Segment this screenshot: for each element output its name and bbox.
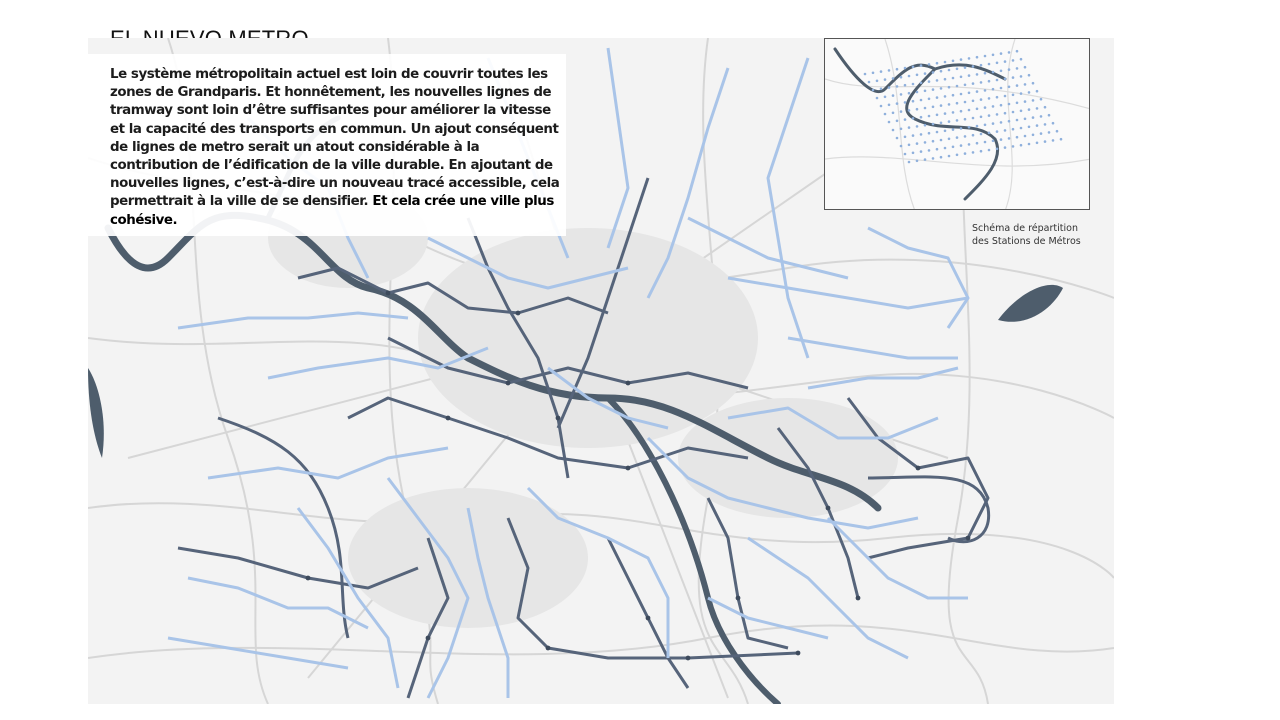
inset-station-dot — [1004, 78, 1007, 81]
inset-station-dot — [900, 76, 903, 79]
inset-station-dot — [1032, 116, 1035, 119]
inset-station-dot — [964, 135, 967, 138]
inset-station-dot — [980, 98, 983, 101]
inset-station-dot — [908, 92, 911, 95]
inset-station-dot — [904, 84, 907, 87]
inset-station-dot — [888, 121, 891, 124]
inset-station-dot — [920, 64, 923, 67]
inset-caption-line2: des Stations de Métros — [972, 236, 1081, 247]
inset-station-dot — [1000, 104, 1003, 107]
inset-station-dot — [904, 136, 907, 139]
inset-station-dot — [952, 94, 955, 97]
inset-station-dot — [896, 137, 899, 140]
inset-station-dot — [932, 123, 935, 126]
inset-station-dot — [888, 86, 891, 89]
inset-station-dot — [916, 160, 919, 163]
inset-station-dot — [896, 85, 899, 88]
inset-station-dot — [876, 80, 879, 83]
inset-station-dot — [980, 64, 983, 67]
inset-caption — [972, 222, 1102, 248]
inset-station-dot — [1044, 123, 1047, 126]
inset-station-dot — [1028, 74, 1031, 77]
inset-station-dot — [932, 106, 935, 109]
inset-station-dot — [928, 98, 931, 101]
inset-station-dot — [1000, 52, 1003, 55]
inset-station-dot — [948, 138, 951, 141]
inset-station-dot — [972, 82, 975, 85]
inset-station-dot — [896, 120, 899, 123]
inset-station-dot — [892, 94, 895, 97]
inset-station-dot — [1016, 84, 1019, 87]
inset-station-dot — [944, 147, 947, 150]
inset-station-dot — [972, 134, 975, 137]
inset-station-grid — [864, 50, 1063, 163]
inset-station-dot — [984, 55, 987, 58]
inset-station-dot — [944, 112, 947, 115]
inset-station-dot — [1024, 118, 1027, 121]
inset-station-dot — [1040, 132, 1043, 135]
inset-station-dot — [908, 126, 911, 129]
inset-station-dot — [940, 156, 943, 159]
inset-station-dot — [1004, 129, 1007, 132]
inset-station-dot — [1028, 126, 1031, 129]
inset-station-dot — [964, 101, 967, 104]
inset-station-dot — [992, 54, 995, 57]
inset-station-dot — [1020, 75, 1023, 78]
inset-station-dot — [932, 71, 935, 74]
intro-emphasis: Et cela crée une ville plus cohésive. — [110, 194, 554, 228]
inset-station-dot — [868, 81, 871, 84]
inset-station-dot — [988, 97, 991, 100]
inset-station-dot — [1044, 140, 1047, 143]
inset-station-dot — [980, 81, 983, 84]
inset-station-dot — [984, 141, 987, 144]
inset-station-dot — [876, 97, 879, 100]
inset-station-dot — [932, 157, 935, 160]
inset-station-dot — [912, 117, 915, 120]
inset-station-dot — [900, 110, 903, 113]
inset-station-dot — [960, 110, 963, 113]
inset-station-dot — [956, 154, 959, 157]
inset-station-dot — [1016, 67, 1019, 70]
inset-station-dot — [956, 102, 959, 105]
inset-station-dot — [956, 68, 959, 71]
inset-station-dot — [908, 161, 911, 164]
inset-station-dot — [912, 152, 915, 155]
inset-station-dot — [988, 80, 991, 83]
inset-station-dot — [864, 73, 867, 76]
inset-station-dot — [1020, 127, 1023, 130]
inset-station-dot — [948, 69, 951, 72]
inset-station-dot — [956, 119, 959, 122]
inset-station-dot — [936, 96, 939, 99]
inset-station-dot — [952, 128, 955, 131]
inset-station-dot — [952, 60, 955, 63]
inset-station-dot — [996, 62, 999, 65]
inset-station-dot — [944, 130, 947, 133]
inset-station-dot — [940, 70, 943, 73]
inset-station-dot — [940, 139, 943, 142]
inset-station-dot — [888, 104, 891, 107]
inset-station-dot — [992, 71, 995, 74]
inset-station-dot — [956, 136, 959, 139]
inset-station-dot — [1032, 99, 1035, 102]
inset-station-dot — [900, 128, 903, 131]
inset-station-dot — [924, 90, 927, 93]
inset-station-dot — [920, 99, 923, 102]
inset-station-dot — [984, 72, 987, 75]
inset-station-dot — [908, 109, 911, 112]
inset-station-dot — [1008, 120, 1011, 123]
inset-station-dot — [916, 108, 919, 111]
inset-station-dot — [952, 77, 955, 80]
inset-station-dot — [1020, 92, 1023, 95]
inset-station-dot — [900, 145, 903, 148]
inset-station-dot — [884, 96, 887, 99]
inset-station-dot — [1028, 108, 1031, 111]
inset-station-dot — [984, 124, 987, 127]
inset-station-dot — [936, 62, 939, 65]
inset-station-dot — [1008, 137, 1011, 140]
inset-station-dot — [1024, 100, 1027, 103]
inset-station-dot — [944, 78, 947, 81]
inset-river — [835, 49, 1005, 199]
inset-station-dot — [1008, 68, 1011, 71]
inset-station-dot — [960, 76, 963, 79]
inset-station-dot — [968, 143, 971, 146]
inset-station-dot — [992, 88, 995, 91]
inset-caption-line1: Schéma de répartition — [972, 223, 1078, 234]
inset-station-dot — [964, 66, 967, 69]
inset-station-dot — [924, 124, 927, 127]
inset-station-dot — [932, 88, 935, 91]
inset-station-dot — [1032, 134, 1035, 137]
inset-station-dot — [960, 93, 963, 96]
intro-body: Le système métropolitain actuel est loin de couvrir toutes les zones de Grandparis. Et honnêtement, les nouvelles lignes de tramway sont loin d’être suffisantes pour améliorer la vitesse et la capacité des transports en commun. Un ajout conséquent de lignes de metro serait un atout considérable à la contribution de l’édification de la ville durable. En ajoutant de nouvelles lignes, c’est-à-dire un nouveau tracé accessible, cela permettrait à la ville de se densifier. — [110, 67, 560, 210]
inset-station-dot — [972, 151, 975, 154]
inset-station-dot — [932, 140, 935, 143]
inset-station-dot — [988, 132, 991, 135]
inset-station-dot — [1012, 128, 1015, 131]
inset-station-dot — [1040, 98, 1043, 101]
inset-station-dot — [1040, 115, 1043, 118]
inset-station-dot — [1028, 91, 1031, 94]
inset-station-dot — [948, 86, 951, 89]
inset-station-dot — [936, 148, 939, 151]
inset-station-dot — [880, 70, 883, 73]
inset-station-dot — [940, 104, 943, 107]
inset-station-dot — [1008, 86, 1011, 89]
inset-station-dot — [880, 88, 883, 91]
inset-station-dot — [900, 93, 903, 96]
inset-station-dot — [892, 129, 895, 132]
inset-station-dot — [952, 111, 955, 114]
inset-station-dot — [1000, 87, 1003, 90]
inset-station-dot — [936, 79, 939, 82]
inset-station-dot — [916, 91, 919, 94]
inset-station-dot — [968, 74, 971, 77]
inset-station-dot — [1048, 131, 1051, 134]
inset-station-dot — [916, 142, 919, 145]
inset-station-dot — [960, 144, 963, 147]
inset-station-dot — [944, 95, 947, 98]
inset-station-dot — [1016, 136, 1019, 139]
inset-station-dot — [924, 107, 927, 110]
inset-station-dot — [1008, 51, 1011, 54]
inset-station-dot — [996, 96, 999, 99]
inset-station-dot — [924, 158, 927, 161]
inset-station-dot — [1020, 58, 1023, 61]
inset-station-dot — [988, 149, 991, 152]
inset-station-dot — [928, 115, 931, 118]
inset-station-dot — [872, 89, 875, 92]
inset-station-dot — [1012, 145, 1015, 148]
inset-station-dot — [984, 89, 987, 92]
inset-station-dot — [1052, 139, 1055, 142]
inset-station-dot — [892, 77, 895, 80]
inset-station-dot — [996, 148, 999, 151]
inset-station-dot — [1028, 143, 1031, 146]
inset-station-dot — [912, 66, 915, 69]
inset-station-dot — [936, 131, 939, 134]
inset-station-dot — [996, 79, 999, 82]
inset-station-dot — [1036, 90, 1039, 93]
inset-station-dot — [936, 114, 939, 117]
inset-station-dot — [904, 67, 907, 70]
inset-station-dot — [968, 92, 971, 95]
inset-station-dot — [916, 74, 919, 77]
inset-station-dot — [1024, 66, 1027, 69]
urban-areas — [268, 188, 898, 628]
inset-station-dot — [928, 80, 931, 83]
inset-station-dot — [920, 150, 923, 153]
inset-station-dot — [908, 144, 911, 147]
inset-map — [825, 39, 1090, 210]
inset-station-dot — [1012, 94, 1015, 97]
inset-station-dot — [980, 116, 983, 119]
inset-station-dot — [1000, 121, 1003, 124]
inset-station-dot — [956, 85, 959, 88]
inset-station-dot — [884, 78, 887, 81]
inset-station-dot — [1032, 82, 1035, 85]
station-distribution-inset — [824, 38, 1090, 210]
inset-station-dot — [972, 100, 975, 103]
inset-station-dot — [1024, 135, 1027, 138]
inset-station-dot — [992, 140, 995, 143]
inset-station-dot — [988, 114, 991, 117]
inset-station-dot — [912, 83, 915, 86]
inset-station-dot — [952, 146, 955, 149]
inset-station-dot — [1052, 122, 1055, 125]
inset-station-dot — [924, 72, 927, 75]
inset-station-dot — [992, 122, 995, 125]
inset-station-dot — [1048, 114, 1051, 117]
inset-station-dot — [928, 149, 931, 152]
inset-station-dot — [972, 65, 975, 68]
inset-station-dot — [1012, 111, 1015, 114]
inset-station-dot — [928, 63, 931, 66]
inset-station-dot — [980, 150, 983, 153]
inset-station-dot — [940, 122, 943, 125]
inset-station-dot — [916, 125, 919, 128]
inset-station-dot — [1016, 50, 1019, 53]
inset-station-dot — [984, 106, 987, 109]
inset-station-dot — [948, 155, 951, 158]
inset-station-dot — [1060, 138, 1063, 141]
inset-station-dot — [944, 61, 947, 64]
inset-station-dot — [1036, 142, 1039, 145]
inset-station-dot — [904, 118, 907, 121]
inset-station-dot — [980, 133, 983, 136]
inset-station-dot — [992, 105, 995, 108]
inset-station-dot — [960, 58, 963, 61]
inset-station-dot — [976, 125, 979, 128]
inset-station-dot — [976, 73, 979, 76]
inset-station-dot — [920, 82, 923, 85]
inset-station-dot — [976, 90, 979, 93]
intro-paragraph — [110, 66, 562, 230]
inset-station-dot — [1012, 59, 1015, 62]
inset-station-dot — [976, 56, 979, 59]
inset-station-dot — [1004, 60, 1007, 63]
inset-station-dot — [1012, 76, 1015, 79]
inset-station-dot — [908, 75, 911, 78]
inset-station-dot — [988, 63, 991, 66]
inset-station-dot — [996, 130, 999, 133]
inset-station-dot — [976, 108, 979, 111]
inset-station-dot — [964, 84, 967, 87]
inset-station-dot — [892, 112, 895, 115]
inset-station-dot — [1016, 102, 1019, 105]
inset-station-dot — [1056, 130, 1059, 133]
inset-station-dot — [896, 102, 899, 105]
inset-station-dot — [972, 117, 975, 120]
inset-station-dot — [920, 133, 923, 136]
inset-station-dot — [1036, 107, 1039, 110]
inset-station-dot — [880, 105, 883, 108]
inset-station-dot — [888, 69, 891, 72]
inset-station-dot — [1000, 70, 1003, 73]
inset-station-dot — [1004, 95, 1007, 98]
inset-station-dot — [920, 116, 923, 119]
inset-station-dot — [924, 141, 927, 144]
inset-station-dot — [1020, 144, 1023, 147]
inset-station-dot — [968, 109, 971, 112]
inset-station-dot — [948, 120, 951, 123]
inset-station-dot — [1024, 83, 1027, 86]
inset-station-dot — [968, 126, 971, 129]
inset-station-dot — [960, 127, 963, 130]
inset-station-dot — [904, 153, 907, 156]
inset-station-dot — [1008, 103, 1011, 106]
inset-station-dot — [1000, 138, 1003, 141]
inset-station-dot — [912, 134, 915, 137]
inset-station-dot — [996, 113, 999, 116]
inset-station-dot — [1020, 110, 1023, 113]
inset-station-dot — [968, 57, 971, 60]
inset-station-dot — [1036, 124, 1039, 127]
inset-station-dot — [928, 132, 931, 135]
inset-station-dot — [904, 101, 907, 104]
inset-station-dot — [896, 68, 899, 71]
inset-station-dot — [912, 100, 915, 103]
inset-station-dot — [884, 113, 887, 116]
inset-station-dot — [964, 118, 967, 121]
inset-station-dot — [948, 103, 951, 106]
inset-station-dot — [872, 72, 875, 75]
inset-station-dot — [1004, 112, 1007, 115]
inset-station-dot — [1016, 119, 1019, 122]
inset-station-dot — [964, 152, 967, 155]
inset-station-dot — [940, 87, 943, 90]
inset-station-dot — [1004, 146, 1007, 149]
inset-station-dot — [976, 142, 979, 145]
inset-station-dot — [1044, 106, 1047, 109]
